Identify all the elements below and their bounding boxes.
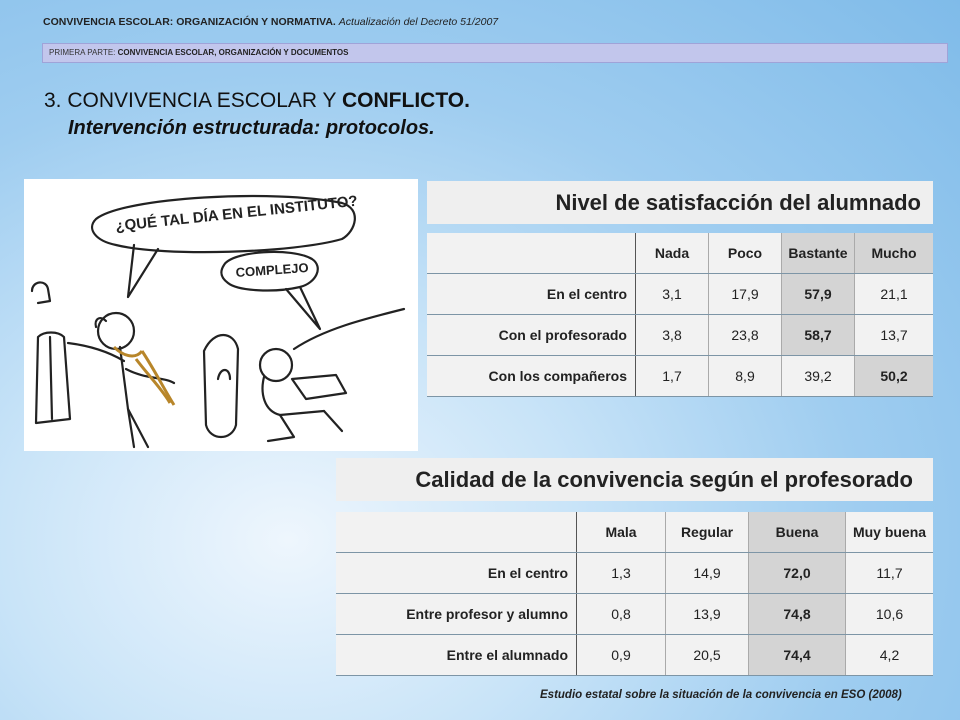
row-label: Entre el alumnado xyxy=(336,635,577,675)
cartoon-image xyxy=(24,179,418,451)
table-cell: 10,6 xyxy=(875,606,904,622)
slide-title xyxy=(44,89,470,113)
table1-title: Nivel de satisfacción del alumnado xyxy=(427,181,933,224)
table1-col-header: Poco xyxy=(709,233,782,273)
header-title-text: CONVIVENCIA ESCOLAR: ORGANIZACIÓN Y NORMATIVA. xyxy=(43,16,336,28)
table2-col-header: Muy buena xyxy=(852,524,927,540)
table1-corner xyxy=(427,233,636,273)
section-bar-prefix: PRIMERA PARTE: xyxy=(49,48,118,57)
table-cell: 50,2 xyxy=(855,356,933,396)
table-row xyxy=(336,635,933,676)
table-cell: 3,1 xyxy=(636,274,709,314)
slide-title-prefix: 3. CONVIVENCIA ESCOLAR Y xyxy=(44,89,342,112)
table-row xyxy=(336,594,933,635)
table-cell: 20,5 xyxy=(666,635,749,675)
slide-title-bold: CONFLICTO. xyxy=(342,89,470,112)
table-cell: 58,7 xyxy=(782,315,855,355)
table-cell: 14,9 xyxy=(666,553,749,593)
table2-title: Calidad de la convivencia según el profesorado xyxy=(336,458,933,501)
row-label: Con el profesorado xyxy=(427,315,636,355)
table2-col-header: Regular xyxy=(666,512,749,552)
table-cell: 17,9 xyxy=(709,274,782,314)
table-cell: 13,7 xyxy=(880,327,908,343)
header-subtitle: Actualización del Decreto 51/2007 xyxy=(338,16,499,28)
table-cell: 72,0 xyxy=(749,553,846,593)
table2-col-header: Buena xyxy=(749,512,846,552)
table1-col-header: Bastante xyxy=(782,233,855,273)
table-row xyxy=(427,315,933,356)
table-cell: 23,8 xyxy=(709,315,782,355)
table-cell: 11,7 xyxy=(876,565,903,581)
speech-bubble-2: COMPLEJO xyxy=(235,259,310,280)
section-bar-text: CONVIVENCIA ESCOLAR, ORGANIZACIÓN Y DOCUMENTOS xyxy=(117,48,349,57)
table-cell: 0,8 xyxy=(577,594,666,634)
table-cell: 13,9 xyxy=(666,594,749,634)
row-label: En el centro xyxy=(336,553,577,593)
table-cell: 4,2 xyxy=(879,647,900,663)
source-citation: Estudio estatal sobre la situación de la convivencia en ESO (2008) xyxy=(540,689,902,701)
table1-col-header: Nada xyxy=(636,233,709,273)
table1-header-row xyxy=(427,233,933,274)
table-cell: 3,8 xyxy=(636,315,709,355)
table-row xyxy=(427,356,933,397)
table-cell: 1,7 xyxy=(636,356,709,396)
row-label: Con los compañeros xyxy=(427,356,636,396)
table-cell: 1,3 xyxy=(577,553,666,593)
cartoon-drawing xyxy=(24,179,418,451)
table1-col-header: Mucho xyxy=(855,233,933,273)
table-row xyxy=(427,274,933,315)
row-label: En el centro xyxy=(427,274,636,314)
row-label: Entre profesor y alumno xyxy=(336,594,577,634)
speech-bubble-1: ¿QUÉ TAL DÍA EN EL INSTITUTO? xyxy=(114,192,359,235)
table-cell: 57,9 xyxy=(782,274,855,314)
table2-corner xyxy=(336,512,577,552)
table2-col-header: Mala xyxy=(577,512,666,552)
table-cell: 21,1 xyxy=(880,286,908,302)
slide-subtitle: Intervención estructurada: protocolos. xyxy=(68,117,435,139)
table2-header-row xyxy=(336,512,933,553)
table-cell: 0,9 xyxy=(577,635,666,675)
table-cell: 39,2 xyxy=(782,356,855,396)
table-cell: 74,4 xyxy=(749,635,846,675)
table-row xyxy=(336,553,933,594)
table-cell: 8,9 xyxy=(709,356,782,396)
section-bar xyxy=(42,43,948,63)
header-title xyxy=(43,16,498,28)
table-cell: 74,8 xyxy=(749,594,846,634)
